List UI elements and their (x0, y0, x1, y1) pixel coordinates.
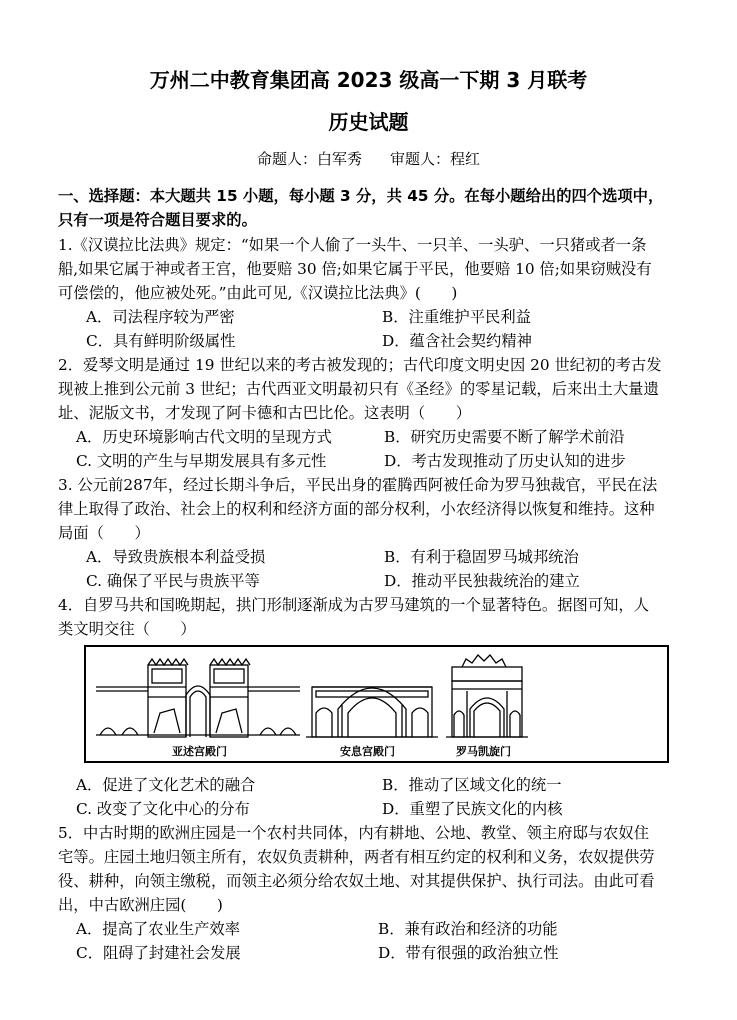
q4-option-a: A．促进了文化艺术的融合 (76, 776, 256, 794)
q3-stem-line: 局面（ ） (58, 524, 150, 542)
q4-option-d: D．重塑了民族文化的内核 (382, 800, 563, 818)
q3-option-a: A．导致贵族根本利益受损 (86, 548, 266, 566)
exam-title: 万州二中教育集团高 2023 级高一下期 3 月联考 (149, 68, 588, 92)
q2-stem-line: 址、泥版文书，才发现了阿卡德和古巴比伦。这表明（ ） (58, 404, 472, 422)
caption-parthian-gate: 安息宫殿门 (340, 745, 395, 758)
q3-stem-line: 律上取得了政治、社会上的权利和经济方面的部分权利，小农经济得以恢复和维持。这种 (58, 500, 655, 518)
q1-option-c: C．具有鲜明阶级属性 (86, 332, 236, 350)
author-line (0, 148, 737, 169)
reviewer-label: 审题人：程红 (390, 150, 481, 168)
q2-option-b: B．研究历史需要不断了解学术前沿 (384, 428, 625, 446)
q1-option-d: D．蕴含社会契约精神 (382, 332, 532, 350)
section-instructions-line2: 只有一项是符合题目要求的。 (58, 211, 257, 229)
q1-stem-line: 可偿偿的，他应被处死。”由此可见,《汉谟拉比法典》( ) (58, 284, 458, 302)
q1-option-b: B．注重维护平民利益 (382, 308, 531, 326)
q2-stem-line: 2．爱琴文明是通过 19 世纪以来的考古被发现的；古代印度文明史因 20 世纪初的考古发 (58, 356, 662, 374)
parthian-palace-gate-drawing (306, 687, 438, 737)
author-label: 命题人：白军秀 (256, 150, 362, 168)
q4-stem-line: 4．自罗马共和国晚期起，拱门形制逐渐成为古罗马建筑的一个显著特色。据图可知，人 (58, 596, 650, 614)
assyrian-palace-gate-drawing (96, 659, 300, 737)
q4-stem-line: 类文明交往（ ） (58, 620, 196, 638)
q2-stem-line: 现被上推到公元前 3 世纪；古代西亚文明最初只有《圣经》的零星记载，后来出土大量遗 (58, 380, 659, 398)
architecture-figure (84, 645, 669, 763)
subject-title: 历史试题 (328, 110, 409, 134)
q3-option-d: D．推动平民独裁统治的建立 (384, 572, 580, 590)
q1-option-a: A．司法程序较为严密 (86, 308, 235, 326)
q3-option-b: B．有利于稳固罗马城邦统治 (384, 548, 579, 566)
q1-stem-line: 船,如果它属于神或者王宫，他要赔 30 倍;如果它属于平民，他要赔 10 倍;如果窃贼没有 (58, 260, 652, 278)
q5-option-b: B．兼有政治和经济的功能 (378, 920, 558, 938)
section-instructions-line1: 一、选择题：本大题共 15 小题，每小题 3 分，共 45 分。在每小题给出的四个选项中， (58, 187, 664, 205)
q5-option-d: D．带有很强的政治独立性 (378, 944, 559, 962)
q5-stem-line: 出，中古欧洲庄园( ) (58, 896, 223, 914)
caption-assyrian-gate: 亚述宫殿门 (172, 745, 227, 758)
q4-option-c: C. 改变了文化中心的分布 (76, 800, 250, 818)
roman-triumphal-arch-drawing (446, 655, 528, 737)
q5-option-a: A．提高了农业生产效率 (76, 920, 241, 938)
q1-stem-line: 1.《汉谟拉比法典》规定：“如果一个人偷了一头牛、一只羊、一头驴、一只猪或者一条 (58, 236, 647, 254)
q4-option-b: B．推动了区域文化的统一 (382, 776, 562, 794)
q2-option-c: C. 文明的产生与早期发展具有多元性 (76, 452, 327, 470)
caption-roman-arch: 罗马凯旋门 (456, 745, 511, 758)
q2-option-d: D．考古发现推动了历史认知的进步 (384, 452, 626, 470)
q3-stem-line: 3. 公元前287年，经过长期斗争后，平民出身的霍腾西阿被任命为罗马独裁官，平民在法 (58, 476, 658, 494)
q5-stem-line: 宅等。庄园土地归领主所有，农奴负责耕种，两者有相互约定的权利和义务，农奴提供劳 (58, 848, 655, 866)
q5-stem-line: 5．中古时期的欧洲庄园是一个农村共同体，内有耕地、公地、教堂、领主府邸与农奴住 (58, 824, 650, 842)
q5-stem-line: 役、耕种，向领主缴税，而领主必须分给农奴土地、对其提供保护、执行司法。由此可看 (58, 872, 655, 890)
q2-option-a: A．历史环境影响古代文明的呈现方式 (76, 428, 332, 446)
q3-option-c: C. 确保了平民与贵族平等 (86, 572, 260, 590)
q5-option-c: C．阻碍了封建社会发展 (76, 944, 241, 962)
